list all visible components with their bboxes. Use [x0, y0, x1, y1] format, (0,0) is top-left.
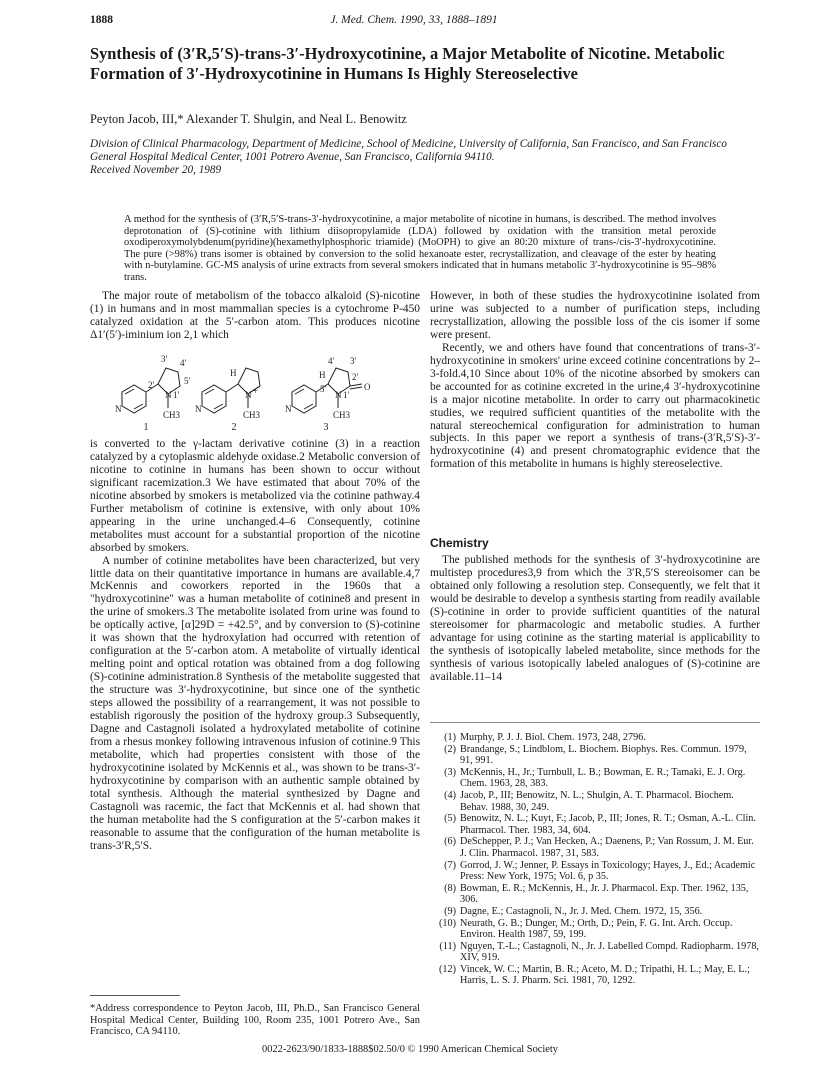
- received-date: Received November 20, 1989: [90, 164, 222, 176]
- reference-item: (4) Jacob, P., III; Benowitz, N. L.; Shulgin, A. T. Pharmacol. Biochem. Behav. 1988, 30, 249.: [444, 789, 734, 813]
- structure-1-label: 1: [143, 422, 149, 432]
- atom-label: 5′: [320, 384, 327, 394]
- running-header: [90, 14, 738, 30]
- reference-item: (9) Dagne, E.; Castagnoli, N., Jr. J. Med. Chem. 1972, 15, 356.: [444, 905, 703, 917]
- affiliation-block: [90, 138, 750, 177]
- col1-body: [90, 438, 420, 853]
- structure-2-label: 2: [231, 422, 237, 432]
- body-paragraph: However, in both of these studies the hydroxycotinine isolated from urine was subjected to a number of purification steps, including recrystallization, allowing the possible loss of the cis isomer if some were present.: [430, 290, 760, 341]
- footnote-rule: [90, 995, 180, 996]
- reference-item: (5) Benowitz, N. L.; Kuyt, F.; Jacob, P., III; Jones, R. T.; Osman, A.-L. Clin. Pharmacol. Ther. 1983, 34, 604.: [444, 813, 756, 836]
- atom-label: O: [364, 382, 371, 392]
- atom-label: 2′: [148, 380, 155, 390]
- body-paragraph: A number of cotinine metabolites have been characterized, but very little data on their quantitative importance in humans are available.4,7 McKennis and coworkers reported in the 1960s that a "hydroxycotinine" was a human metabolite of cotinine8 and present in the urine of smokers.3 The metabolite isolated from urine was found to be optically active, [α]29D = +42.5°, and by conversion to (S)-cotinine it was shown that the hydroxylation had occurred with retention of configuration at the 5′-carbon atom. A metabolite of virtually identical melting point and optical rotation was obtained from a dog following (S)-cotinine administration.8 Synthesis of the metabolite suggested that the structure was 3′-hydroxycotinine, but since one of the synthetic steps allowed the possibility of a rearrangement, it was not possible to establish rigorously the position of the hydroxy group.3 Subsequently, Dagne and Castagnoli isolated a hydroxylated metabolite of cotinine from a rhesus monkey following intravenous infusion of cotinine.9 This metabolite, which had properties consistent with those of the hydroxycotinine isolated by McKennis et al., was shown to be trans-3′-hydroxycotinine by comparison with an authentic sample obtained by total synthesis. Although the material synthesized by Dagne and Castagnoli was racemic, the fact that McKennis et al. had shown that the human metabolite had the S configuration at the 5′-carbon makes it reasonable to assume that the configuration of the human metabolite is trans-3′R,5′S.: [90, 554, 420, 852]
- section-heading: Chemistry: [430, 536, 489, 550]
- reference-item: (11) Nguyen, T.-L.; Castagnoli, N., Jr. J. Labelled Compd. Radiopharm. 1978, XIV, 919.: [439, 940, 759, 964]
- page-number: 1888: [90, 14, 113, 26]
- col2-body: [430, 290, 760, 471]
- atom-label: 2′: [352, 372, 359, 382]
- journal-citation: J. Med. Chem. 1990, 33, 1888–1891: [330, 14, 498, 26]
- correspondence-footnote: *Address correspondence to Peyton Jacob, III, Ph.D., San Francisco General Hospital Medical Center, Building 100, Room 235, 1001 Potrero Ave., San Francisco, CA 94110.: [90, 1003, 420, 1037]
- reference-item: (3) McKennis, H., Jr.; Turnbull, L. B.; Bowman, E. R.; Tamaki, E. J. Org. Chem. 1963, 28, 383.: [444, 766, 746, 790]
- copyright-footer: 0022-2623/90/1833-1888$02.50/0 © 1990 American Chemical Society: [262, 1044, 558, 1055]
- col1-intro: [90, 290, 420, 342]
- atom-label: +: [253, 386, 259, 396]
- atom-label: CH3: [163, 410, 181, 420]
- atom-label: 1′: [173, 390, 180, 400]
- atom-label: N: [245, 390, 252, 400]
- reference-item: (8) Bowman, E. R.; McKennis, H., Jr. J. Pharmacol. Exp. Ther. 1962, 135, 306.: [444, 882, 749, 906]
- body-paragraph: Recently, we and others have found that concentrations of trans-3′-hydroxycotinine in smokers' urine exceed cotinine concentrations by 2–3-fold.4,10 Since about 10% of the nicotine absorbed by smokers can be accounted for as cotinine excreted in the urine,4 3′-hydroxycotinine is a major nicotine metabolite. In order to carry out pharmacokinetic studies, we required sufficient quantities of the metabolite with the natural stereochemical configuration for administration to human subjects. In this paper we report a synthesis of trans-(3′R,5′S)-3′-hydroxycotinine (4) and present chromatographic evidence that the formation of this metabolite in humans is highly stereoselective.: [430, 341, 760, 471]
- atom-label: CH3: [333, 410, 351, 420]
- atom-label: N: [165, 390, 172, 400]
- structure-3-label: 3: [323, 422, 329, 432]
- reference-item: (6) DeSchepper, P. J.; Van Hecken, A.; Daenens, P.; Van Rossum, J. M. Eur. J. Clin. Pharmacol. 1987, 31, 583.: [444, 836, 754, 859]
- affiliation: Division of Clinical Pharmacology, Department of Medicine, School of Medicine, University of California, San Francisco, and San Francisco General Hospital Medical Center, 1001 Potrero Avenue, San Francisco, California 94110.: [90, 138, 727, 163]
- reference-item: (1) Murphy, P. J. J. Biol. Chem. 1973, 248, 2796.: [444, 732, 646, 743]
- atom-label: 1′: [343, 390, 350, 400]
- references-rule: [430, 722, 760, 723]
- atom-label: CH3: [243, 410, 261, 420]
- article-title: Synthesis of (3′R,5′S)-trans-3′-Hydroxycotinine, a Major Metabolite of Nicotine. Metabolic Formation of 3′-Hydroxycotinine in Humans Is Highly Stereoselective: [90, 44, 725, 83]
- atom-label: 4′: [180, 358, 187, 368]
- chemical-structures: [106, 354, 406, 432]
- intro-paragraph: The major route of metabolism of the tobacco alkaloid (S)-nicotine (1) in humans and in most mammalian species is a cytochrome P-450 catalyzed oxidation at the 5′-carbon atom. This produces nicotine Δ1′(5′)-iminium ion 2,1 which: [90, 290, 420, 341]
- atom-label: 5′: [184, 376, 191, 386]
- atom-label: N: [285, 404, 292, 414]
- reference-item: (12) Vincek, W. C.; Martin, B. R.; Aceto, M. D.; Tripathi, H. L.; May, E. L.; Harris, L. S. J. Pharm. Sci. 1981, 70, 1292.: [439, 963, 750, 987]
- atom-label: H: [319, 370, 326, 380]
- abstract: A method for the synthesis of (3′R,5′S-trans-3′-hydroxycotinine, a major metabolite of nicotine in humans, is described. The method involves deprotonation of (S)-cotinine with lithium diisopropylamide (LDA) followed by oxidation with the transition metal peroxide oxodiperoxymolybdenum(pyridine)(hexamethylphosphoric triamide) (MoOPH) to give an 80:20 mixture of trans-/cis-3′-hydroxycotinine. The pure (>98%) trans isomer is obtained by conversion to the solid hexanoate ester, recrystallization, and cleavage of the ester by heating with n-butylamine. GC-MS analysis of urine extracts from several smokers indicated that in humans metabolic 3′-hydroxycotinine is 95–98% trans.: [124, 214, 716, 283]
- atom-label: 3′: [161, 354, 168, 364]
- atom-label: 4′: [328, 356, 335, 366]
- atom-label: N: [115, 404, 122, 414]
- reference-item: (2) Brandange, S.; Lindblom, L. Biochem. Biophys. Res. Commun. 1979, 91, 991.: [444, 743, 747, 767]
- atom-label: H: [230, 368, 237, 378]
- atom-label: N: [335, 390, 342, 400]
- author-list: Peyton Jacob, III,* Alexander T. Shulgin, and Neal L. Benowitz: [90, 112, 407, 126]
- atom-label: 3′: [350, 356, 357, 366]
- reference-list: [430, 732, 760, 987]
- reference-item: (7) Gorrod, J. W.; Jenner, P. Essays in Toxicology; Hayes, J., Ed.; Academic Press: New York, 1975; Vol. 6, p 35.: [444, 859, 756, 883]
- body-paragraph: The published methods for the synthesis of 3′-hydroxycotinine are multistep procedures3,9 from which the 3′R,5′S stereoisomer can be obtained only following a resolution step. Consequently, we felt that it would be desirable to develop a synthesis starting from readily available (S)-cotinine in order to provide sufficient quantities of the natural stereoisomer for pharmacologic and metabolic studies. A further advantage for using cotinine as the starting material is applicability to the synthesis of isotopically labeled metabolite, since methods for the synthesis of various isotopically labeled analogues of (S)-cotinine are available.11–14: [430, 554, 760, 683]
- col2-chemistry: [430, 554, 760, 684]
- reference-item: (10) Neurath, G. B.; Dunger, M.; Orth, D.; Pein, F. G. Int. Arch. Occup. Environ. Health 1987, 59, 199.: [439, 917, 733, 941]
- body-paragraph: is converted to the γ-lactam derivative cotinine (3) in a reaction catalyzed by a cytoplasmic aldehyde oxidase.2 Metabolic conversion of nicotine to cotinine in humans has been shown to occur without significant racemization.3 We have estimated that about 70% of the nicotine absorbed by smokers is metabolized via the cotinine pathway.4 Further metabolism of cotinine is extensive, with only about 10% appearing in the urine unchanged.4–6 Consequently, cotinine metabolites must account for a substantial proportion of the nicotine absorbed by smokers.: [90, 438, 420, 554]
- atom-label: N: [195, 404, 202, 414]
